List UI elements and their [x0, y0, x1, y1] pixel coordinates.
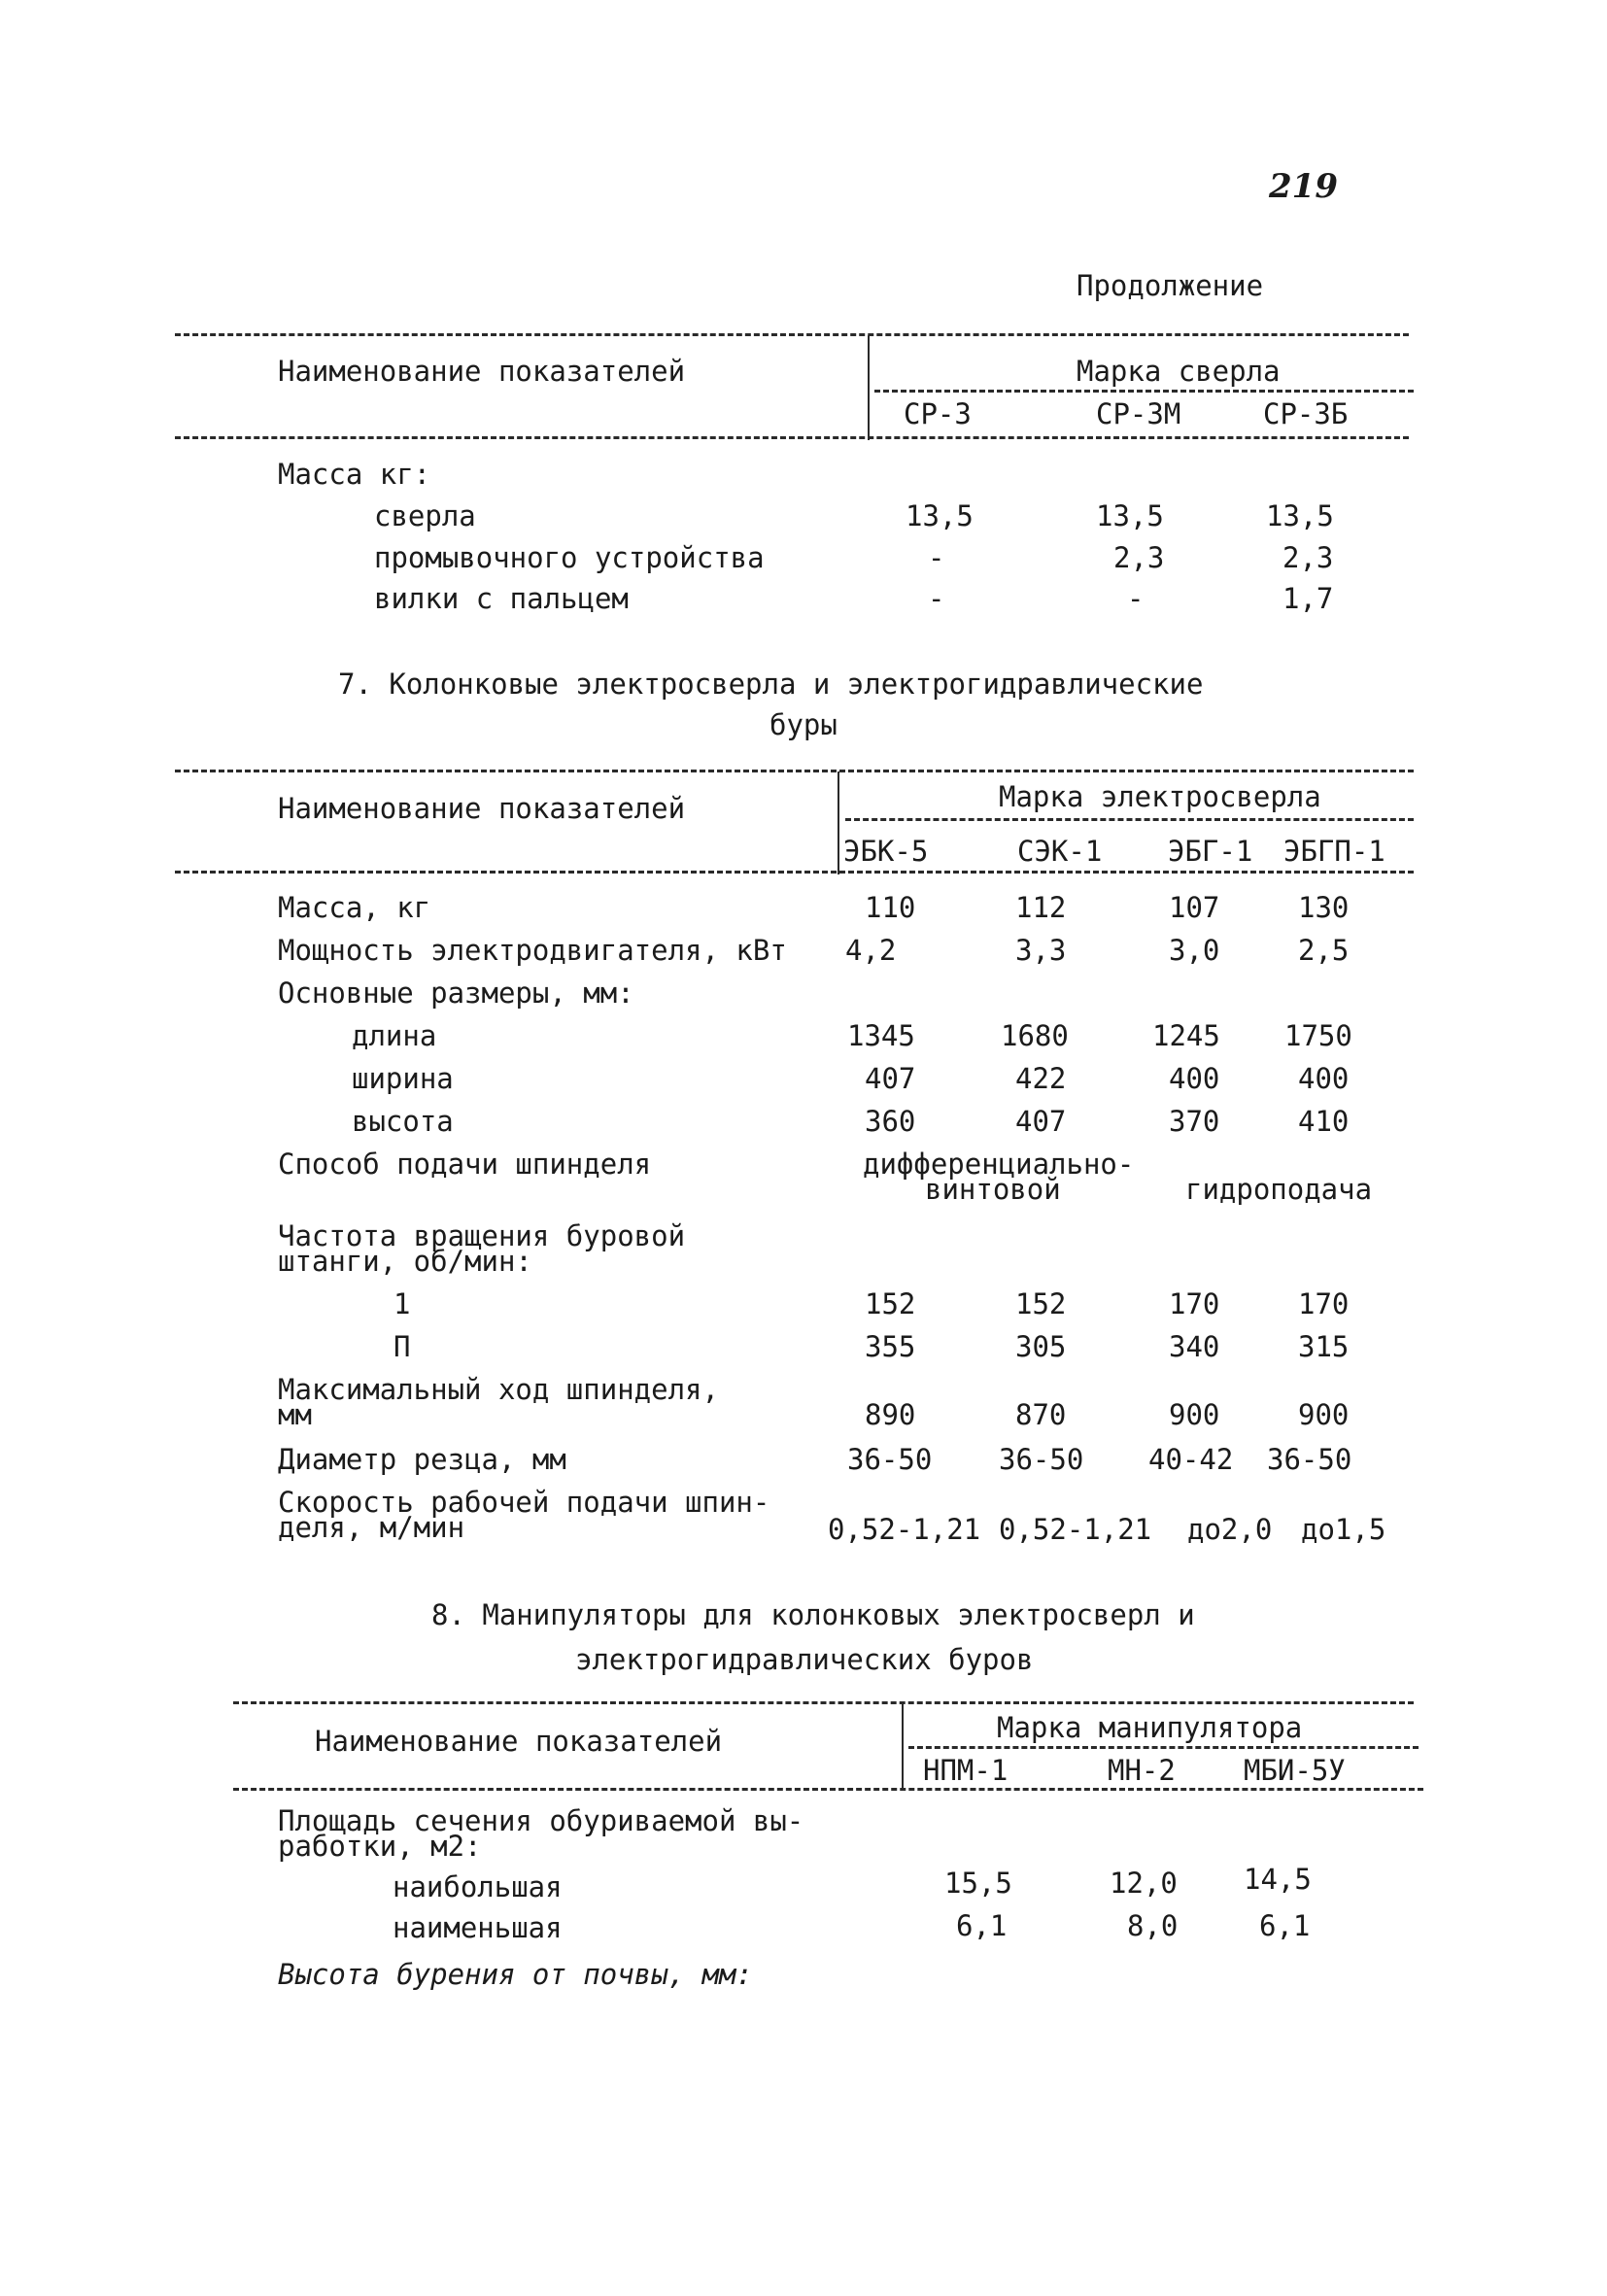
row-group-label: Основные размеры, мм: — [278, 977, 634, 1010]
row-label: Максимальный ход шпинделя, — [278, 1373, 719, 1406]
row-group-label: Масса кг: — [278, 458, 431, 491]
row-label: вилки с пальцем — [374, 582, 629, 615]
cell-value: 315 — [1298, 1330, 1350, 1363]
column-group-header: Марка манипулятора — [997, 1711, 1303, 1744]
cell-value: 152 — [1015, 1287, 1067, 1320]
cell-value: 3,3 — [1015, 934, 1067, 967]
cell-value: 3,0 — [1169, 934, 1220, 967]
rule-top — [233, 1701, 1414, 1704]
cell-value: дифференциально- — [863, 1148, 1135, 1181]
row-group-label: штанги, об/мин: — [278, 1245, 532, 1278]
cell-value: 13,5 — [1096, 499, 1164, 532]
cell-value: 1,7 — [1282, 582, 1334, 615]
column-header-indicators: Наименование показателей — [278, 792, 686, 825]
cell-value: 870 — [1015, 1398, 1067, 1431]
column-header: СР-3 — [904, 397, 972, 430]
cell-value: 0,52-1,21 — [999, 1513, 1152, 1546]
cell-value: 13,5 — [1266, 499, 1334, 532]
rule-vertical — [868, 335, 870, 440]
rule-mid — [845, 818, 1414, 821]
rule-mid — [874, 390, 1414, 393]
cell-value: 112 — [1015, 891, 1067, 924]
rule-bottom — [233, 1788, 1423, 1791]
row-group-label: работки, м2: — [278, 1830, 482, 1863]
cell-value: 15,5 — [944, 1867, 1012, 1900]
row-label: ширина — [352, 1062, 454, 1095]
cell-value: 6,1 — [1259, 1909, 1311, 1942]
cell-value: винтовой — [925, 1173, 1061, 1206]
cell-value: 407 — [1015, 1105, 1067, 1138]
cell-value: 36-50 — [1267, 1443, 1352, 1476]
cell-value: 4,2 — [845, 934, 897, 967]
cell-value: 110 — [865, 891, 916, 924]
row-label: 1 — [393, 1287, 411, 1320]
row-label: мм — [278, 1398, 312, 1431]
cell-value: 400 — [1298, 1062, 1350, 1095]
cell-value: 14,5 — [1244, 1863, 1312, 1896]
row-label: Способ подачи шпинделя — [278, 1148, 652, 1181]
cell-value: 1750 — [1284, 1019, 1352, 1052]
cell-value: 340 — [1169, 1330, 1220, 1363]
row-group-label: Частота вращения буровой — [278, 1219, 686, 1252]
cell-value: 0,52-1,21 — [828, 1513, 981, 1546]
column-header: СР-3Б — [1263, 397, 1349, 430]
rule-top — [175, 770, 1414, 772]
cell-value: 6,1 — [956, 1909, 1008, 1942]
row-label: промывочного устройства — [374, 541, 765, 574]
cell-value: 360 — [865, 1105, 916, 1138]
cell-value: 355 — [865, 1330, 916, 1363]
column-header-indicators: Наименование показателей — [315, 1725, 723, 1758]
column-header: ЭБК-5 — [843, 835, 929, 868]
row-label: высота — [352, 1105, 454, 1138]
cell-value: 370 — [1169, 1105, 1220, 1138]
cell-value: 40-42 — [1148, 1443, 1234, 1476]
cell-value: 152 — [865, 1287, 916, 1320]
row-group-label: Высота бурения от почвы, мм: — [278, 1958, 753, 1991]
cell-value: 2,3 — [1282, 541, 1334, 574]
cell-value: 130 — [1298, 891, 1350, 924]
rule-bottom — [175, 436, 1409, 439]
row-label: длина — [352, 1019, 437, 1052]
cell-value: 1245 — [1152, 1019, 1220, 1052]
row-label: Мощность электродвигателя, кВт — [278, 934, 787, 967]
column-header: МН-2 — [1108, 1754, 1176, 1787]
cell-value: 1345 — [847, 1019, 915, 1052]
page-number: 219 — [1269, 167, 1338, 206]
cell-value: 305 — [1015, 1330, 1067, 1363]
cell-value: 170 — [1169, 1287, 1220, 1320]
cell-value: 12,0 — [1110, 1867, 1178, 1900]
rule-mid — [908, 1746, 1419, 1749]
cell-value: - — [928, 541, 945, 574]
rule-vertical — [838, 771, 839, 874]
cell-value: 107 — [1169, 891, 1220, 924]
cell-value: 36-50 — [999, 1443, 1084, 1476]
column-group-header: Марка электросверла — [999, 780, 1321, 813]
row-group-label: Площадь сечения обуриваемой вы- — [278, 1804, 804, 1837]
cell-value: до1,5 — [1301, 1513, 1386, 1546]
cell-value: 36-50 — [847, 1443, 933, 1476]
row-label: Скорость рабочей подачи шпин- — [278, 1486, 770, 1519]
cell-value: гидроподача — [1185, 1173, 1373, 1206]
column-header: СР-3М — [1096, 397, 1181, 430]
continuation-label: Продолжение — [1077, 269, 1264, 302]
section-title: 8. Манипуляторы для колонковых электросверл и — [431, 1598, 1195, 1631]
cell-value: 407 — [865, 1062, 916, 1095]
cell-value: до2,0 — [1187, 1513, 1273, 1546]
column-header: ЭБГ-1 — [1168, 835, 1253, 868]
section-title-continued: буры — [769, 708, 838, 741]
rule-top — [175, 333, 1409, 336]
row-label: наименьшая — [393, 1911, 563, 1944]
cell-value: 13,5 — [906, 499, 974, 532]
cell-value: 8,0 — [1127, 1909, 1179, 1942]
column-header-indicators: Наименование показателей — [278, 355, 686, 388]
row-label: деля, м/мин — [278, 1511, 465, 1544]
section-title-continued: электрогидравлических буров — [575, 1643, 1034, 1676]
cell-value: 2,3 — [1113, 541, 1165, 574]
cell-value: 1680 — [1001, 1019, 1069, 1052]
row-label: Диаметр резца, мм — [278, 1443, 566, 1476]
section-title: 7. Колонковые электросверла и электрогидравлические — [338, 668, 1204, 701]
rule-vertical — [902, 1703, 904, 1789]
row-label: П — [393, 1330, 411, 1363]
cell-value: 400 — [1169, 1062, 1220, 1095]
row-label: Масса, кг — [278, 891, 431, 924]
column-header: ЭБГП-1 — [1283, 835, 1385, 868]
column-header: НПМ-1 — [923, 1754, 1009, 1787]
cell-value: 410 — [1298, 1105, 1350, 1138]
cell-value: 900 — [1298, 1398, 1350, 1431]
cell-value: 422 — [1015, 1062, 1067, 1095]
column-group-header: Марка сверла — [1077, 355, 1281, 388]
cell-value: 890 — [865, 1398, 916, 1431]
column-header: МБИ-5У — [1244, 1754, 1346, 1787]
cell-value: - — [928, 582, 945, 615]
column-header: СЭК-1 — [1017, 835, 1103, 868]
cell-value: 900 — [1169, 1398, 1220, 1431]
cell-value: 170 — [1298, 1287, 1350, 1320]
cell-value: 2,5 — [1298, 934, 1350, 967]
row-label: сверла — [374, 499, 476, 532]
row-label: наибольшая — [393, 1870, 563, 1903]
cell-value: - — [1127, 582, 1145, 615]
rule-bottom — [175, 871, 1414, 874]
